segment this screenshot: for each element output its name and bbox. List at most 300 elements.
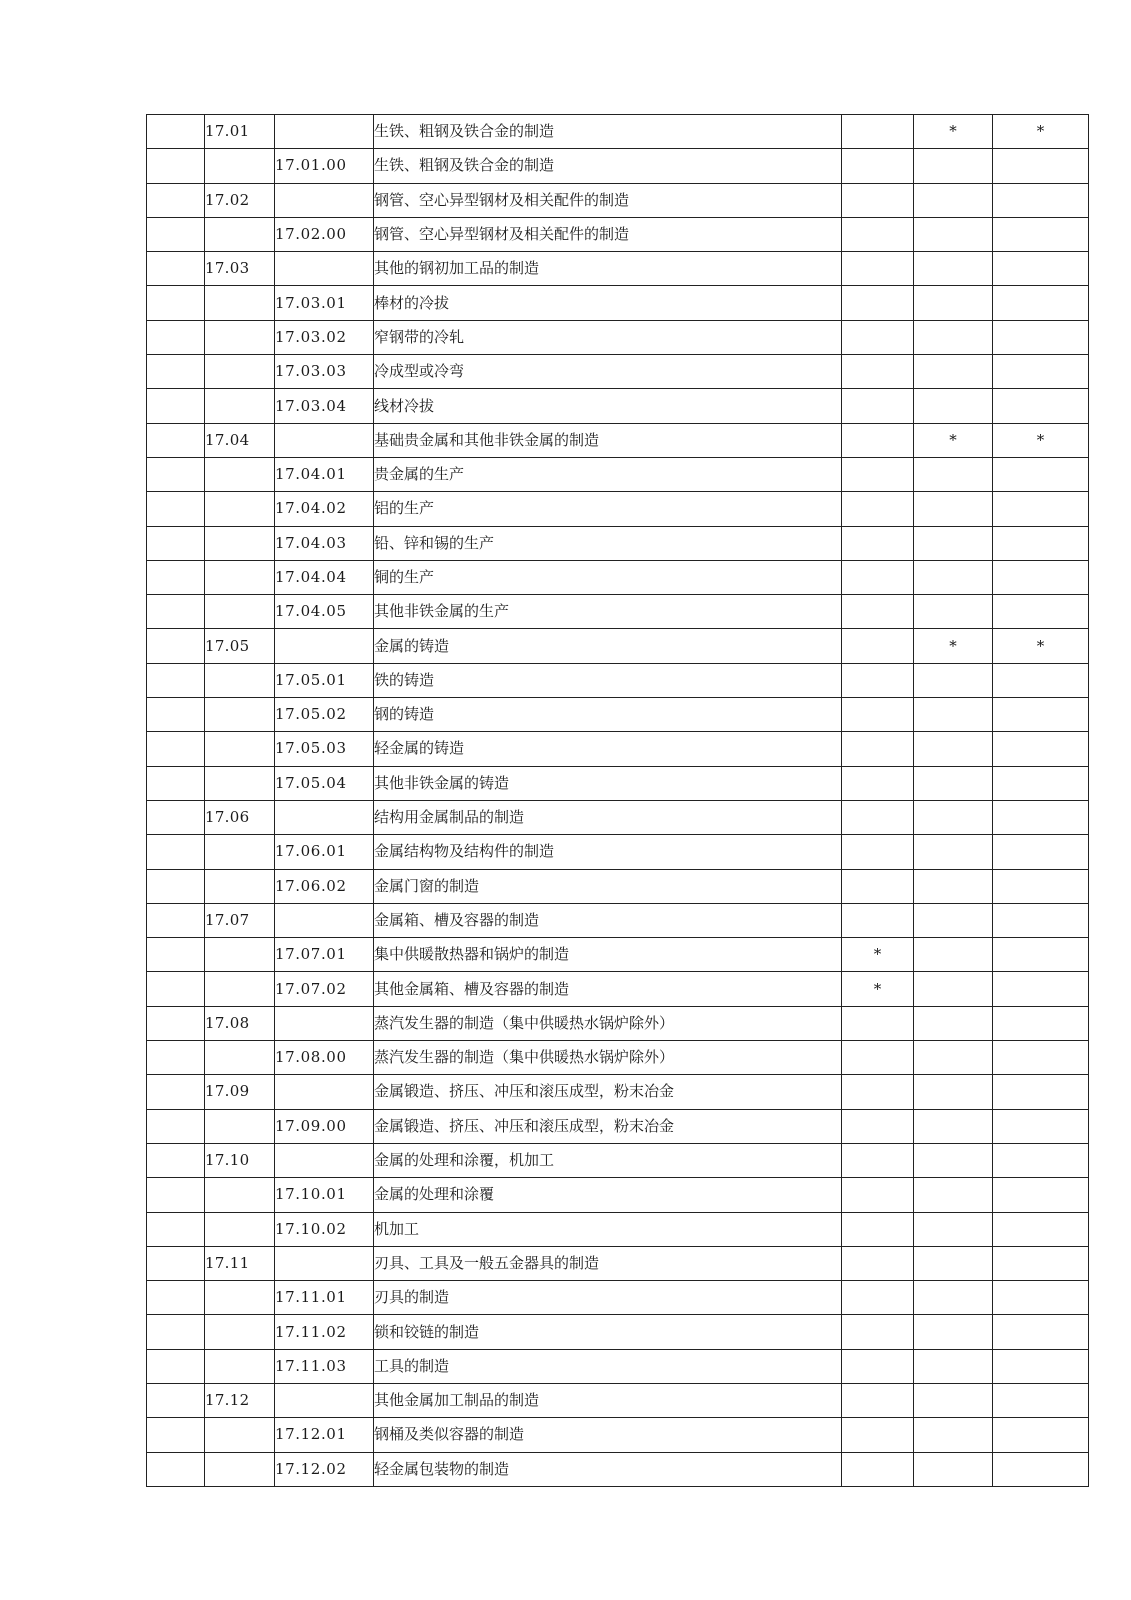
section-cell	[147, 1075, 205, 1109]
mark-cell-2	[914, 1143, 993, 1177]
section-cell	[147, 457, 205, 491]
group-code-cell	[205, 1041, 275, 1075]
group-code-cell	[205, 1212, 275, 1246]
class-code-cell: 17.04.02	[275, 492, 374, 526]
mark-cell-1	[842, 355, 914, 389]
mark-cell-3: *	[993, 115, 1089, 149]
mark-cell-2	[914, 457, 993, 491]
mark-cell-3	[993, 457, 1089, 491]
class-code-cell: 17.12.01	[275, 1418, 374, 1452]
table-row	[147, 629, 1089, 663]
class-code-cell: 17.03.01	[275, 286, 374, 320]
mark-cell-3	[993, 732, 1089, 766]
mark-cell-1	[842, 183, 914, 217]
group-code-cell: 17.03	[205, 252, 275, 286]
mark-cell-1	[842, 595, 914, 629]
class-code-cell: 17.05.03	[275, 732, 374, 766]
description-cell: 结构用金属制品的制造	[374, 800, 842, 834]
table-row	[147, 286, 1089, 320]
group-code-cell	[205, 217, 275, 251]
mark-cell-2	[914, 1178, 993, 1212]
section-cell	[147, 1246, 205, 1280]
class-code-cell: 17.11.02	[275, 1315, 374, 1349]
table-row	[147, 252, 1089, 286]
class-code-cell: 17.03.03	[275, 355, 374, 389]
table-row	[147, 560, 1089, 594]
table-row	[147, 1212, 1089, 1246]
class-code-cell: 17.02.00	[275, 217, 374, 251]
table-row	[147, 1418, 1089, 1452]
mark-cell-1	[842, 1143, 914, 1177]
mark-cell-3	[993, 149, 1089, 183]
section-cell	[147, 629, 205, 663]
class-code-cell: 17.11.01	[275, 1281, 374, 1315]
mark-cell-1	[842, 115, 914, 149]
mark-cell-3: *	[993, 629, 1089, 663]
group-code-cell	[205, 1349, 275, 1383]
table-row	[147, 149, 1089, 183]
description-cell: 贵金属的生产	[374, 457, 842, 491]
section-cell	[147, 423, 205, 457]
mark-cell-2	[914, 869, 993, 903]
mark-cell-3	[993, 286, 1089, 320]
mark-cell-2	[914, 183, 993, 217]
class-code-cell: 17.07.01	[275, 938, 374, 972]
description-cell: 刃具、工具及一般五金器具的制造	[374, 1246, 842, 1280]
section-cell	[147, 595, 205, 629]
mark-cell-1	[842, 526, 914, 560]
group-code-cell	[205, 869, 275, 903]
mark-cell-2	[914, 835, 993, 869]
section-cell	[147, 938, 205, 972]
description-cell: 钢管、空心异型钢材及相关配件的制造	[374, 183, 842, 217]
industry-classification-table	[146, 114, 1089, 1487]
mark-cell-1	[842, 732, 914, 766]
table-row	[147, 732, 1089, 766]
class-code-cell	[275, 903, 374, 937]
group-code-cell	[205, 1418, 275, 1452]
table-row	[147, 1178, 1089, 1212]
group-code-cell: 17.01	[205, 115, 275, 149]
mark-cell-1	[842, 766, 914, 800]
mark-cell-1	[842, 698, 914, 732]
section-cell	[147, 355, 205, 389]
description-cell: 金属锻造、挤压、冲压和滚压成型，粉末冶金	[374, 1109, 842, 1143]
description-cell: 金属锻造、挤压、冲压和滚压成型，粉末冶金	[374, 1075, 842, 1109]
class-code-cell: 17.07.02	[275, 972, 374, 1006]
mark-cell-2	[914, 217, 993, 251]
section-cell	[147, 1315, 205, 1349]
mark-cell-3	[993, 1349, 1089, 1383]
mark-cell-2: *	[914, 629, 993, 663]
mark-cell-1	[842, 869, 914, 903]
table-row	[147, 423, 1089, 457]
mark-cell-1	[842, 1006, 914, 1040]
section-cell	[147, 903, 205, 937]
table-row	[147, 972, 1089, 1006]
section-cell	[147, 183, 205, 217]
description-cell: 基础贵金属和其他非铁金属的制造	[374, 423, 842, 457]
mark-cell-3	[993, 595, 1089, 629]
section-cell	[147, 869, 205, 903]
group-code-cell	[205, 698, 275, 732]
description-cell: 铜的生产	[374, 560, 842, 594]
mark-cell-2	[914, 526, 993, 560]
mark-cell-2	[914, 320, 993, 354]
class-code-cell: 17.04.04	[275, 560, 374, 594]
mark-cell-2	[914, 903, 993, 937]
group-code-cell	[205, 560, 275, 594]
description-cell: 金属的铸造	[374, 629, 842, 663]
group-code-cell	[205, 355, 275, 389]
class-code-cell	[275, 629, 374, 663]
table-row	[147, 800, 1089, 834]
section-cell	[147, 149, 205, 183]
group-code-cell	[205, 1315, 275, 1349]
table-row	[147, 1349, 1089, 1383]
group-code-cell	[205, 1281, 275, 1315]
mark-cell-3	[993, 183, 1089, 217]
mark-cell-3: *	[993, 423, 1089, 457]
group-code-cell	[205, 320, 275, 354]
group-code-cell	[205, 766, 275, 800]
section-cell	[147, 1418, 205, 1452]
mark-cell-1	[842, 1109, 914, 1143]
table-row	[147, 1075, 1089, 1109]
description-cell: 金属门窗的制造	[374, 869, 842, 903]
mark-cell-1	[842, 1246, 914, 1280]
mark-cell-3	[993, 1143, 1089, 1177]
description-cell: 蒸汽发生器的制造（集中供暖热水锅炉除外）	[374, 1041, 842, 1075]
description-cell: 线材冷拔	[374, 389, 842, 423]
table-row	[147, 217, 1089, 251]
table-row	[147, 1006, 1089, 1040]
table-row	[147, 1041, 1089, 1075]
class-code-cell: 17.04.03	[275, 526, 374, 560]
group-code-cell	[205, 1178, 275, 1212]
mark-cell-3	[993, 800, 1089, 834]
mark-cell-2	[914, 766, 993, 800]
table-row	[147, 1246, 1089, 1280]
mark-cell-3	[993, 320, 1089, 354]
mark-cell-2	[914, 1041, 993, 1075]
mark-cell-1	[842, 1281, 914, 1315]
class-code-cell: 17.05.01	[275, 663, 374, 697]
section-cell	[147, 732, 205, 766]
mark-cell-2	[914, 1349, 993, 1383]
mark-cell-1	[842, 457, 914, 491]
class-code-cell	[275, 183, 374, 217]
group-code-cell	[205, 1109, 275, 1143]
table-row	[147, 1315, 1089, 1349]
mark-cell-1	[842, 1041, 914, 1075]
class-code-cell	[275, 1383, 374, 1417]
table-row	[147, 1383, 1089, 1417]
section-cell	[147, 115, 205, 149]
mark-cell-2	[914, 1452, 993, 1486]
class-code-cell	[275, 1006, 374, 1040]
mark-cell-1	[842, 149, 914, 183]
description-cell: 金属结构物及结构件的制造	[374, 835, 842, 869]
class-code-cell	[275, 1075, 374, 1109]
section-cell	[147, 1143, 205, 1177]
class-code-cell: 17.04.05	[275, 595, 374, 629]
mark-cell-3	[993, 1109, 1089, 1143]
description-cell: 钢的铸造	[374, 698, 842, 732]
section-cell	[147, 972, 205, 1006]
mark-cell-3	[993, 1383, 1089, 1417]
mark-cell-1	[842, 903, 914, 937]
section-cell	[147, 800, 205, 834]
mark-cell-1	[842, 423, 914, 457]
section-cell	[147, 286, 205, 320]
description-cell: 铝的生产	[374, 492, 842, 526]
table-body	[147, 115, 1089, 1487]
mark-cell-2	[914, 1281, 993, 1315]
description-cell: 其他非铁金属的生产	[374, 595, 842, 629]
description-cell: 刃具的制造	[374, 1281, 842, 1315]
group-code-cell: 17.10	[205, 1143, 275, 1177]
description-cell: 铅、锌和锡的生产	[374, 526, 842, 560]
mark-cell-2	[914, 149, 993, 183]
mark-cell-1	[842, 835, 914, 869]
mark-cell-3	[993, 698, 1089, 732]
mark-cell-1	[842, 629, 914, 663]
mark-cell-1	[842, 286, 914, 320]
mark-cell-1	[842, 1418, 914, 1452]
class-code-cell	[275, 252, 374, 286]
section-cell	[147, 1212, 205, 1246]
group-code-cell	[205, 149, 275, 183]
mark-cell-2	[914, 492, 993, 526]
class-code-cell: 17.05.04	[275, 766, 374, 800]
mark-cell-3	[993, 938, 1089, 972]
description-cell: 锁和铰链的制造	[374, 1315, 842, 1349]
mark-cell-2	[914, 1315, 993, 1349]
description-cell: 其他的钢初加工品的制造	[374, 252, 842, 286]
description-cell: 棒材的冷拔	[374, 286, 842, 320]
description-cell: 金属的处理和涂覆，机加工	[374, 1143, 842, 1177]
description-cell: 工具的制造	[374, 1349, 842, 1383]
table-row	[147, 766, 1089, 800]
mark-cell-2	[914, 1109, 993, 1143]
mark-cell-1	[842, 492, 914, 526]
group-code-cell	[205, 1452, 275, 1486]
mark-cell-3	[993, 903, 1089, 937]
mark-cell-2	[914, 698, 993, 732]
description-cell: 机加工	[374, 1212, 842, 1246]
table-row	[147, 183, 1089, 217]
group-code-cell: 17.06	[205, 800, 275, 834]
mark-cell-2	[914, 1418, 993, 1452]
class-code-cell: 17.03.02	[275, 320, 374, 354]
group-code-cell	[205, 595, 275, 629]
group-code-cell	[205, 972, 275, 1006]
mark-cell-2	[914, 1006, 993, 1040]
mark-cell-3	[993, 1246, 1089, 1280]
mark-cell-3	[993, 1418, 1089, 1452]
mark-cell-2	[914, 663, 993, 697]
group-code-cell: 17.02	[205, 183, 275, 217]
table-row	[147, 1452, 1089, 1486]
mark-cell-2	[914, 1212, 993, 1246]
group-code-cell: 17.05	[205, 629, 275, 663]
class-code-cell: 17.06.01	[275, 835, 374, 869]
class-code-cell	[275, 800, 374, 834]
table-row	[147, 903, 1089, 937]
table-row	[147, 663, 1089, 697]
description-cell: 金属箱、槽及容器的制造	[374, 903, 842, 937]
group-code-cell	[205, 663, 275, 697]
group-code-cell	[205, 286, 275, 320]
table-row	[147, 1143, 1089, 1177]
section-cell	[147, 320, 205, 354]
description-cell: 铁的铸造	[374, 663, 842, 697]
mark-cell-2	[914, 800, 993, 834]
mark-cell-3	[993, 1452, 1089, 1486]
section-cell	[147, 1281, 205, 1315]
group-code-cell	[205, 526, 275, 560]
mark-cell-2: *	[914, 423, 993, 457]
description-cell: 其他金属加工制品的制造	[374, 1383, 842, 1417]
table-row	[147, 698, 1089, 732]
table-row	[147, 320, 1089, 354]
class-code-cell: 17.08.00	[275, 1041, 374, 1075]
mark-cell-1: *	[842, 972, 914, 1006]
mark-cell-1	[842, 1383, 914, 1417]
mark-cell-1	[842, 252, 914, 286]
group-code-cell: 17.08	[205, 1006, 275, 1040]
description-cell: 蒸汽发生器的制造（集中供暖热水锅炉除外）	[374, 1006, 842, 1040]
section-cell	[147, 1109, 205, 1143]
section-cell	[147, 1452, 205, 1486]
class-code-cell: 17.01.00	[275, 149, 374, 183]
mark-cell-3	[993, 663, 1089, 697]
class-code-cell: 17.06.02	[275, 869, 374, 903]
mark-cell-1	[842, 389, 914, 423]
section-cell	[147, 526, 205, 560]
class-code-cell	[275, 1246, 374, 1280]
mark-cell-2	[914, 732, 993, 766]
mark-cell-3	[993, 355, 1089, 389]
section-cell	[147, 1349, 205, 1383]
mark-cell-3	[993, 526, 1089, 560]
group-code-cell	[205, 835, 275, 869]
mark-cell-2	[914, 286, 993, 320]
mark-cell-1	[842, 1315, 914, 1349]
class-code-cell: 17.03.04	[275, 389, 374, 423]
section-cell	[147, 1178, 205, 1212]
mark-cell-2	[914, 595, 993, 629]
mark-cell-2	[914, 389, 993, 423]
class-code-cell: 17.10.02	[275, 1212, 374, 1246]
mark-cell-3	[993, 1041, 1089, 1075]
table-row	[147, 492, 1089, 526]
mark-cell-3	[993, 1315, 1089, 1349]
mark-cell-3	[993, 1281, 1089, 1315]
mark-cell-1	[842, 560, 914, 594]
description-cell: 钢桶及类似容器的制造	[374, 1418, 842, 1452]
section-cell	[147, 389, 205, 423]
mark-cell-3	[993, 835, 1089, 869]
description-cell: 轻金属的铸造	[374, 732, 842, 766]
section-cell	[147, 492, 205, 526]
group-code-cell	[205, 938, 275, 972]
mark-cell-3	[993, 492, 1089, 526]
mark-cell-1	[842, 1349, 914, 1383]
description-cell: 钢管、空心异型钢材及相关配件的制造	[374, 217, 842, 251]
table-row	[147, 869, 1089, 903]
group-code-cell: 17.11	[205, 1246, 275, 1280]
description-cell: 集中供暖散热器和锅炉的制造	[374, 938, 842, 972]
table-row	[147, 595, 1089, 629]
mark-cell-2	[914, 972, 993, 1006]
mark-cell-1: *	[842, 938, 914, 972]
group-code-cell: 17.07	[205, 903, 275, 937]
table-row	[147, 1109, 1089, 1143]
mark-cell-2	[914, 560, 993, 594]
section-cell	[147, 560, 205, 594]
class-code-cell: 17.12.02	[275, 1452, 374, 1486]
group-code-cell: 17.12	[205, 1383, 275, 1417]
mark-cell-3	[993, 1178, 1089, 1212]
table-row	[147, 1281, 1089, 1315]
mark-cell-2	[914, 252, 993, 286]
mark-cell-2	[914, 1383, 993, 1417]
section-cell	[147, 1006, 205, 1040]
mark-cell-1	[842, 800, 914, 834]
mark-cell-1	[842, 320, 914, 354]
mark-cell-3	[993, 217, 1089, 251]
table-row	[147, 355, 1089, 389]
section-cell	[147, 663, 205, 697]
description-cell: 冷成型或冷弯	[374, 355, 842, 389]
table-row	[147, 457, 1089, 491]
description-cell: 轻金属包装物的制造	[374, 1452, 842, 1486]
mark-cell-3	[993, 1212, 1089, 1246]
class-code-cell	[275, 1143, 374, 1177]
group-code-cell	[205, 457, 275, 491]
group-code-cell: 17.04	[205, 423, 275, 457]
class-code-cell: 17.05.02	[275, 698, 374, 732]
description-cell: 窄钢带的冷轧	[374, 320, 842, 354]
mark-cell-1	[842, 1075, 914, 1109]
section-cell	[147, 698, 205, 732]
class-code-cell: 17.04.01	[275, 457, 374, 491]
section-cell	[147, 835, 205, 869]
mark-cell-3	[993, 766, 1089, 800]
mark-cell-3	[993, 560, 1089, 594]
section-cell	[147, 217, 205, 251]
mark-cell-1	[842, 663, 914, 697]
mark-cell-3	[993, 1075, 1089, 1109]
mark-cell-1	[842, 1178, 914, 1212]
mark-cell-1	[842, 1452, 914, 1486]
mark-cell-2	[914, 1246, 993, 1280]
class-code-cell	[275, 115, 374, 149]
mark-cell-3	[993, 869, 1089, 903]
group-code-cell: 17.09	[205, 1075, 275, 1109]
mark-cell-2	[914, 1075, 993, 1109]
class-code-cell: 17.10.01	[275, 1178, 374, 1212]
description-cell: 其他非铁金属的铸造	[374, 766, 842, 800]
mark-cell-2: *	[914, 115, 993, 149]
group-code-cell	[205, 389, 275, 423]
mark-cell-1	[842, 1212, 914, 1246]
class-code-cell	[275, 423, 374, 457]
table-row	[147, 938, 1089, 972]
section-cell	[147, 1383, 205, 1417]
